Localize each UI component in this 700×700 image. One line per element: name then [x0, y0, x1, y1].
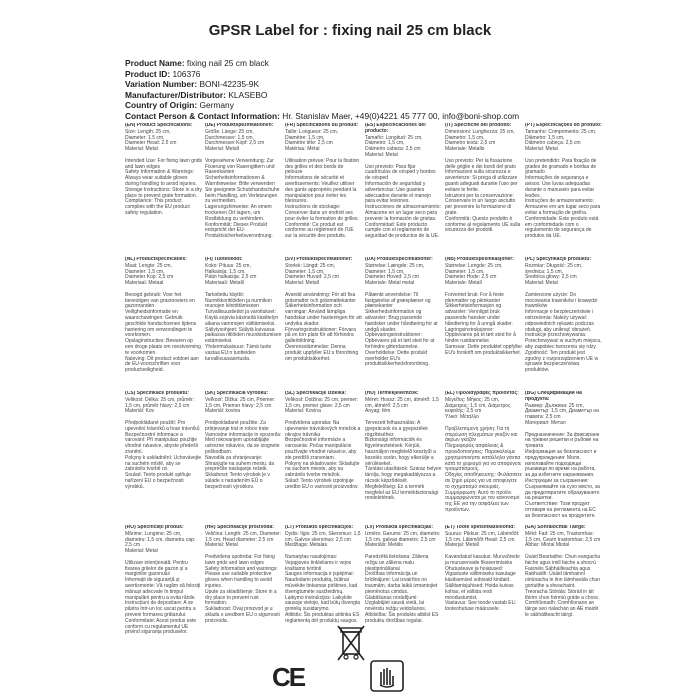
spec-body: Velikost: Délka: 25 cm, průměr: 1,5 cm, průměr hlavy: 2,5 cm Materiál: Kov Předpokládané použití: Pro upevnění trávníků a hran trávníků Bezpečnostní informace a varování: Při manipulaci použijte vhodné rukavice, abyste předešli zranění. Pokyny k uskladnění: Uchovávejte na suchém místě, aby se zabránilo tvorbě rzi. Soulad: Tento produkt splňuje nařízení EU o bezpečnosti výrobků.: [125, 396, 202, 490]
spec-heading: (CS) Specifikace produktu:: [125, 391, 189, 396]
spec-body: Size: Length: 25 cm, Diameter: 1.5 cm, Diameter Head: 2.5 cm Material: Metal Intended Use: For fixing lawn grids and lawn edges Safety Information & Warnings: Always wear suitable gloves during handling to avoid injuries. Storage Instructions: Store in a dry place to prevent grate formation. Compliance: This product complies with the EU product safety regulation.: [125, 128, 202, 216]
spec-body: Rozmiar: Długość: 25 cm, średnica: 1,5 cm, Średnica głowy: 2,5 cm Materiał: Metal Zamierzone użycie: Do mocowania trawników i krawędzi trawników Informacje o bezpieczeństwie i ostrzeżenia: Należy używać odpowiednich rękawic podczas obsługi, aby uniknąć obrażeń. Instrukcje przechowywania: Przechowywać w suchym miejscu, aby zapobiec tworzeniu się rdzy. Zgodność: Ten produkt jest zgodny z rozporządzeniem UE w sprawie bezpieczeństwa produktów.: [525, 262, 602, 374]
spec-cell: [525, 391, 602, 519]
spec-heading: (IT) Specifiche del prodotto:: [445, 123, 512, 128]
crossed-out-bin-icon: [334, 622, 368, 664]
spec-heading: (HU) Termékjellemzők:: [365, 391, 419, 396]
spec-heading: (LV) Produkta specifikācijas:: [365, 525, 433, 530]
spec-heading: (PT) Especificações do produto:: [525, 123, 602, 128]
spec-body: Μέγεθος: Μήκος: 25 cm, Διάμετρος: 1,5 cm, Διάμετρος κεφαλής: 2,5 cm Υλικό: Μέταλλο Προβλεπόμενη χρήση: Για τη στερέωση πλεγμάτων γκαζόν και άκρων γκαζόν Πληροφορίες ασφάλειας & προειδοποιήσεις: Παρακαλούμε χρησιμοποιήστε κατάλληλα γάντια κατά το χειρισμό για να αποφύγετε τραυματισμούς. Οδηγίες αποθήκευσης: Φυλάσσετε σε ξηρό μέρος για να αποφύγετε το σχηματισμό σκουριάς. Συμμόρφωση: Αυτό το προϊόν συμμορφώνεται με τον κανονισμό της ΕΕ για την ασφάλεια των προϊόντων.: [445, 396, 522, 513]
language-spec-grid: [125, 123, 680, 653]
spec-heading: (FI) Tuotetiedot:: [205, 257, 243, 262]
meta-row-product-name: Product Name: fixing nail 25 cm black: [125, 58, 269, 68]
spec-body: Veličina: Length: 25 cm, Diameter: 1.5 cm, Head diameter: 2.5 cm Material: Metal Predviđena upotreba: For fixing lawn grids and lawn edges Safety information and warnings: Please use suitable protective gloves when handling to avoid injuries. Upute za skladištenje: Store in a dry place to prevent rust formation. Sukladnost: Ovaj proizvod je u skladu s uredbom EU o sigurnosti proizvoda.: [205, 530, 282, 624]
meta-row-country: Country of Origin: Germany: [125, 100, 234, 110]
spec-cell: [125, 391, 202, 519]
spec-cell: [365, 123, 442, 251]
spec-body: Tamanho: Comprimento: 25 cm, Diâmetro: 1,5 cm, Diâmetro cabeça: 2,5 cm Material: Metal Uso pretendido: Para fixação de grades de gramado e bordas de gramado Informações de segurança e avisos: Use luvas adequadas durante o manuseio para evitar lesões. Instruções de armazenamento: Armazene em um lugar seco para evitar a formação de grelha. Conformidade: Este produto está em conformidade com o regulamento de segurança de produtos da UE.: [525, 128, 601, 240]
product-meta: [125, 58, 685, 121]
spec-body: Tamaño: Longitud: 25 cm, Diámetro: 1,5 cm, Diámetro cabeza: 2,5 cm Material: Metal Uso previsto: Para fijar cuadrículas de césped y bordes de césped Información de seguridad y advertencias: Use guantes adecuados durante el manejo para evitar lesiones. Instrucciones de almacenamiento: Almacene en un lugar seco para prevenir la formación de grietas. Conformidad: Este producto cumple con el reglamento de seguridad de productos de la UE.: [365, 134, 441, 240]
spec-body: Dydis: Ilgis: 25 cm, Skersmuo: 1,5 cm, Galvos skersmuo: 2,5 cm Medžiaga: Metalas Numatytas naudojimas: Vejapjovės tinkleliams ir vejos kraštams tvirtinti Saugos informacija ir įspėjimai: Naudodami produktą, būtinai mūvėkite tinkamas pirštines, kad išvengtumėte susižeidimų. Laikymo instrukcijos: Laikykite sausoje vietoje, kad būtų išvengta grotelių susidarymo. Atitiktis: Šis produktas atitinka ES reglamentą dėl produktų saugos.: [285, 530, 361, 624]
meta-row-variation: Variation Number: BONI-42235-9K: [125, 79, 260, 89]
spec-heading: (BG) Спецификации на продукта:: [525, 391, 582, 402]
spec-heading: (HR) Specifikacije proizvoda:: [205, 525, 274, 530]
spec-body: Koko: Pituus: 25 cm, Halkaisija: 1,5 cm, Pään halkaisija: 2,5 cm Materiaali: Metalli Tarkoitettu käyttö: Nurmikkoritilöiden ja nurmikon reunojen kiinnittämiseen Turvallisuustiedot ja varoitukset: Käytä sopivia käsineitä käsittelyn aikana vammojen välttämiseksi. Säilytysohjeet: Säilytä kuivassa paikassa ritilöiden muodostumisen estämiseksi. Yhdenmukaisuus: Tämä tuote vastaa EU:n tuotteiden turvallisuusasetusta.: [205, 262, 282, 362]
spec-cell: [445, 123, 522, 251]
hand-protection-icon: [370, 660, 404, 692]
spec-cell: [445, 257, 522, 385]
spec-cell: [445, 391, 522, 519]
spec-cell: [285, 257, 362, 385]
meta-row-product-id: Product ID: 106376: [125, 68, 201, 79]
spec-body: Størrelse: Lengde: 25 cm, Diameter: 1,5 cm, Diameter Hode: 2,5 cm Materiale: Metall Forventet bruk: For å feste plenmatter og plenkanter Sikkerhetsinformasjon og advarsler: Vennligst bruk passende hansker under håndtering for å unngå skader. Lagringsinstruksjoner: Oppbevares på et tørt sted for å hindre rustdannelse. Samsvar: Dette produktet oppfyller EU's forskrift om produktsikkerhet.: [445, 262, 522, 356]
spec-cell: [205, 391, 282, 519]
spec-heading: (ET) Toote spetsifikatsioonid:: [445, 525, 515, 530]
spec-cell: [365, 391, 442, 519]
spec-heading: (RO) Specificații produs:: [125, 525, 184, 530]
spec-body: Storlek: Längd: 25 cm, Diameter: 1,5 cm, Diameter Huvud: 2,5 cm Material: Metall Avsedd användning: För att fixa gräsmattor och gräsmattekanter Säkerhetsinformation och varningar: Använd lämpliga handskar under hanteringen för att undvika skador. Förvaringsinstruktioner: Förvara på en torr plats för att förhindra gallerbildning. Överensstämmelse: Denna produkt uppfyller EU:s förordning om produktsäkerhet.: [285, 262, 362, 362]
spec-body: Velikost: Dolžina: 25 cm, premer: 1,5 cm, premer glave: 2,5 cm Material: Kovina Predvidena uporaba: Na upevnenie trávnikových mriežok a okrajov trávnika Bezpečnostné informácie a varovania: Počas manipulácie používajte vhodné rukavice, aby ste predišli zraneniam. Pokyny na skladovanie: Skladujte na suchom mieste, aby sa zabránilo tvorbe mriežok. Súlad: Tento výrobek izpolnjuje uredbo EU o varnosti proizvodov.: [285, 396, 361, 490]
spec-cell: [125, 123, 202, 251]
spec-body: Veľkosť: Dĺžka: 25 cm, Priemer: 1,5 cm, Priemer hlavy: 2,5 cm Materiál: kovina Predpokladané použitie: Za pritrjevanje trat in robov trate Varnostne informacije in opozorila: Med rokovanjem uporabljajte ustrezne rokavice, da se izognete poškodbam. Navodila za shranjevanje: Shranjujte na suhem mestu, da preprečite nastajanje rešetk. Skladnost: Tento výrobok je v súlade s nariadením EÚ o bezpečnosti výrobkov.: [205, 396, 282, 490]
meta-row-contact: Contact Person & Contact Information: Hr. Stanislav Maer, +49(0)4221 45 777 00, info@boni-shop.com: [125, 110, 520, 121]
spec-body: Méid: Fad: 25 cm, Trastomhas: 1,5 cm, Cearn trastomhas: 2,5 cm Ábhar: Miotal Miotal Úsáid Beartaithe: Chun eangacha faiche agus imill faiche a shocrú Faisnéis Sábháilteachta agus Rabhaidh: Úsáid lámhainní oiriúnacha le linn láimhseála chun gortuithe a sheachaint. Treoracha Stórála: Stóráil in áit thirim chun foirmiú gráite a chosc. Comhlíonadh: Comhlíonann an táirge seo rialachán an AE maidir le sábháilteacht táirgí.: [525, 530, 601, 618]
ce-mark: CE: [272, 662, 305, 692]
spec-cell: [205, 123, 282, 251]
spec-heading: (LT) Produkto specifikacijos:: [285, 525, 354, 530]
spec-body: Størrelse: Længde: 25 cm, Diameter: 1,5 cm, Diameter Hoved: 2,5 cm Materiale: Metal metal Påtænkt anvendelse: Til fastgørelse af græsplæner og plænekanter Sikkerhedsinformation og advarsler: Brug passende handsker under håndtering for at undgå skader. Opbevaringsinstruktioner: Opbevares på et tørt sted for at forhindre gitterdannelse. Overholdelse: Dette produkt overholder EU's produktsikkerhedsforordning.: [365, 262, 438, 368]
spec-heading: (DA) Produktspecifikationer:: [365, 257, 433, 262]
spec-heading: (SK) Špecifikácia výrobku:: [205, 391, 269, 396]
spec-heading: (SL) Specifikacije izdelka:: [285, 391, 347, 396]
spec-cell: [605, 123, 682, 251]
spec-heading: (DE) Produktspezifikationen:: [205, 123, 274, 128]
spec-cell: [125, 257, 202, 385]
spec-heading: (EN) Product Specifications:: [125, 123, 193, 128]
spec-cell: [605, 257, 682, 385]
spec-heading: (SV) Produktspecifikationer:: [285, 257, 353, 262]
spec-cell: [525, 257, 602, 385]
meta-row-manufacturer: Manufacturer/Distributor: KLASEBO: [125, 89, 268, 100]
spec-heading: (NL) Productspecificaties:: [125, 257, 187, 262]
compliance-icons: [0, 622, 700, 692]
spec-cell: [525, 123, 602, 251]
spec-cell: [605, 391, 682, 519]
spec-cell: [205, 257, 282, 385]
spec-body: Izmērs: Garums: 25 cm, diametrs: 1,5 cm, galvas diametrs: 2,5 cm Materiāls: Metāls Paredzētā lietošana: Zāliena režģu un zāliena malu piestiprināšanai Drošības informācija un brīdinājumi: Lai izvairītos no traumām, darba laikā izmantojiet piemērotus cimdus. Glabāšanas norādījumi: Uzglabājiet sausā vietā, lai novērstu režģu veidošanos. Atbilstība: Šis produkts atbilst ES produktu drošības regulai.: [365, 530, 441, 624]
spec-heading: (EL) Προδιαγραφές προϊόντος:: [445, 391, 519, 396]
spec-body: Taille: Longueur: 25 cm, Diamètre: 1,5 cm, Diamètre tête: 2,5 cm Matériau: Métal Utilisation prévue: Pour la fixation des grilles et des bords de pelouse Informations de sécurité et avertissements: Veuillez utiliser des gants appropriés pendant la manipulation pour éviter les blessures. Instructions de stockage: Conserver dans un endroit sec pour éviter la formation de grilles. Conformité: Ce produit est conforme au règlement de l'UE sur la sécurité des produits.: [285, 128, 360, 240]
spec-body: Dimensioni: Lunghezza: 25 cm, Diametro: 1,5 cm, Diametro testa: 2,5 cm Materiale: Metallo Uso previsto: Per la fissazione delle griglie e dei bordi del prato Informazioni sulla sicurezza e avvertenze: Si prega di utilizzare guanti adeguati durante l'uso per evitare le ferite. Istruzioni per la conservazione: Conservare in un luogo asciutto per prevenire la formazione di grate. Conformità: Questo prodotto è conforme al regolamento UE sulla sicurezza dei prodotti.: [445, 128, 521, 234]
spec-cell: [285, 123, 362, 251]
spec-heading: (NB) Produktspesifikasjoner:: [445, 257, 514, 262]
spec-heading: (GA) Sonraíochtaí Táirge:: [525, 525, 586, 530]
spec-body: Maat: Lengte: 25 cm, Diameter: 1,5 cm, Diameter Kop: 2,5 cm Materiaal: Metaal Beoogd gebruik: Voor het bevestigen van grasroosters en gazonranden Veiligheidsinformatie en waarschuwingen: Gebruik geschikte handschoenen tijdens hantering om verwondingen te voorkomen. Opslaginstructies: Bewaren op een droge plaats om roestvorming te voorkomen. Naleving: Dit product voldoet aan de EU-voorschriften voor productveiligheid.: [125, 262, 201, 374]
spec-body: Mărime: Lungime: 25 cm, diametru: 1,5 cm, diametru cap: 2,5 cm Material: Metal Utilizare intenționată: Pentru fixarea grilelor de gazon și a marginilor gazonului Informații de siguranță și avertismente: Vă rugăm să folosiți mănuși adecvate în timpul manipulării pentru a evita rănile. Instrucțiuni de depozitare: A se păstra într-un loc uscat pentru a preveni formarea grătarului. Conformitate: Acest produs este conform cu regulamentul UE privind siguranța produselor.: [125, 530, 201, 636]
spec-body: Méret: Hossz: 25 cm, átmérő: 1,5 cm, átmérő: 2,5 cm Anyag: fém Tervezett felhasználás: A gyeprácsok és a gyepszélek rögzítéséhez Biztonsági információk és figyelmeztetések: Kérjük, használjon megfelelő kesztyűt a kezelés során, hogy elkerülje a sérüléseket. Tárolási utasítások: Száraz helyen tárolja, hogy megakadályozza a rácsok képződését. Megfelelőség: Ez a termék megfelel az EU termékbiztonsági rendeletének.: [365, 396, 442, 502]
spec-body: Größe: Länge: 25 cm, Durchmesser: 1,5 cm, Durchmesser Kopf: 2,5 cm Material: Metall Vorgesehene Verwendung: Zur Fixierung von Rasengittern und Rasenkanten Sicherheitsinformationen & Warnhinweise: Bitte verwenden Sie geeignete Schutzhandschuhe beim Handling, um Verletzungen zu vermeiden. Lagerungshinweise: An einem trockenen Ort lagern, um Rostbildung zu verhindern. Konformität: Dieses Produkt entspricht der EU-Produktsicherheitsverordnung.: [205, 128, 280, 240]
spec-body: Suurus: Pikkus: 25 cm, Läbimõõt: 1,5 cm, Läbimõõt Head: 2,5 cm Materjal: Metall Kavandatud kasutus: Muruvõrede ja muruservade fikseerimiseks Ohutusteave ja hoiatused: Vigastuste vältimiseks kasutage käsitsemisel sobivaid kindaid. Säilitamisjuhised: Hoida kuivas kohas, et vältida resti moodustumist. Vastavus: See toode vastab ELi tooteohutuse määrusele.: [445, 530, 520, 613]
spec-body: Размер: Дължина: 25 cm, Диаметър: 1,5 cm, Диаметър на главата: 2,5 cm Материал: Метал Предназначение: За фиксиране на тревни решетки и ръбове на тревата Информация за безопасност и предупреждения: Моля, използвайте подходящи ръкавици по време на работа, за да избегнете наранявания. Инструкции за съхранение: Съхранявайте на сухо място, за да предотвратите образуването на решетки. Съответствие: Този продукт отговаря на регламента на ЕС за безопасност на продуктите.: [525, 402, 600, 519]
spec-heading: (FR) Spécifications du produit:: [285, 123, 359, 128]
spec-cell: [285, 391, 362, 519]
spec-heading: (ES) Especificaciones del producto:: [365, 123, 426, 134]
page-title: GPSR Label for : fixing nail 25 cm black: [208, 22, 492, 39]
spec-heading: (PL) Specyfikacje produktu:: [525, 257, 592, 262]
spec-cell: [365, 257, 442, 385]
